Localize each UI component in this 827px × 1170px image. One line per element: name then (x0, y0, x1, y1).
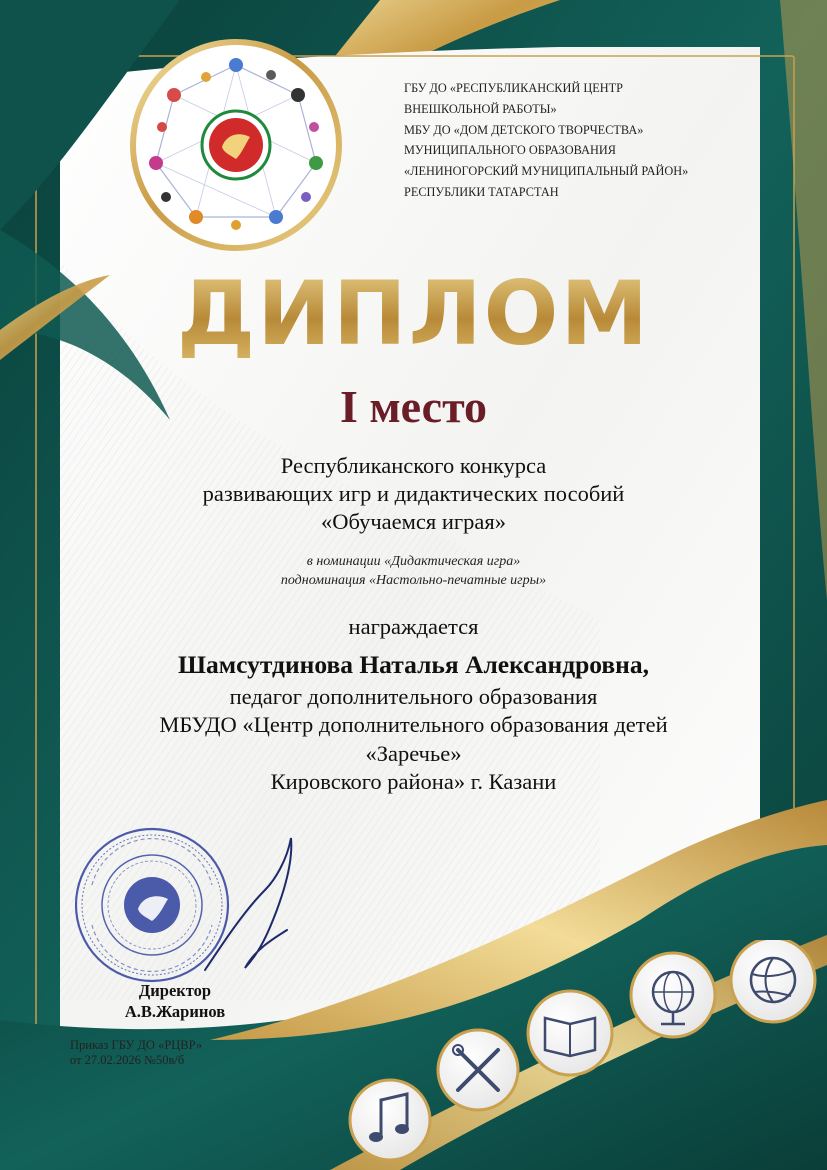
signature-name: А.В.Жаринов (124, 1002, 226, 1021)
volleyball-icon (731, 940, 815, 1022)
subnomination-line: подноминация «Настольно-печатные игры» (280, 573, 547, 588)
contest-description (0, 452, 827, 536)
signature-title: Директор (138, 981, 212, 1000)
activity-icons (345, 940, 827, 1170)
awarded-label: награждается (348, 614, 479, 639)
recipient-position: педагог дополнительного образования (229, 684, 598, 709)
contest-line: «Обучаемся играя» (321, 509, 506, 534)
order-line: Приказ ГБУ ДО «РЦВР» (70, 1038, 203, 1052)
organization-header (404, 78, 764, 203)
org-line: МУНИЦИПАЛЬНОГО ОБРАЗОВАНИЯ (404, 143, 616, 158)
tools-icon (438, 1030, 518, 1110)
recipient-org: МБУДО «Центр дополнительного образования детей (159, 712, 668, 738)
book-icon (528, 991, 612, 1075)
music-note-icon (350, 1080, 430, 1160)
contest-line: развивающих игр и дидактических пособий (202, 481, 625, 506)
org-line: РЕСПУБЛИКИ ТАТАРСТАН (404, 184, 559, 199)
nomination-line: в номинации «Дидактическая игра» (306, 554, 521, 569)
order-reference (70, 1038, 202, 1068)
org-line: МБУ ДО «ДОМ ДЕТСКОГО ТВОРЧЕСТВА» (404, 122, 644, 137)
recipient-name: Шамсутдинова Наталья Александровна, (178, 650, 649, 679)
director-signature (195, 830, 315, 980)
globe-icon (631, 953, 715, 1037)
signature-block (100, 980, 250, 1022)
org-line: «ЛЕНИНОГОРСКИЙ МУНИЦИПАЛЬНЫЙ РАЙОН» (404, 164, 689, 179)
diploma-title: ДИПЛОМ (0, 262, 827, 365)
org-line: ВНЕШКОЛЬНОЙ РАБОТЫ» (404, 101, 557, 116)
recipient-details (0, 683, 827, 796)
place-label: I место (339, 381, 488, 432)
order-date: от 27.02.2026 №50в/б (70, 1053, 185, 1067)
contest-line: Республиканского конкурса (280, 453, 547, 478)
recipient-org: Кировского района» г. Казани (270, 768, 557, 794)
organization-logo (126, 35, 346, 255)
nomination (0, 552, 827, 590)
org-line: ГБУ ДО «РЕСПУБЛИКАНСКИЙ ЦЕНТР (404, 81, 623, 95)
recipient-org: «Заречье» (365, 740, 462, 766)
